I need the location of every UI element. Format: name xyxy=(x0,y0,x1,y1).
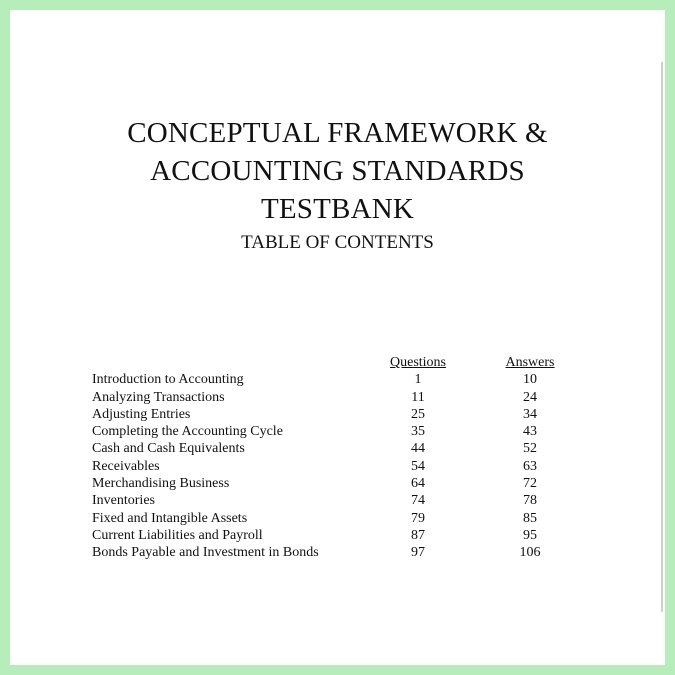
chapter-title: Merchandising Business xyxy=(92,476,230,492)
chapter-title: Fixed and Intangible Assets xyxy=(92,510,248,526)
chapter-title: Receivables xyxy=(92,458,160,474)
table-row xyxy=(92,371,572,388)
answers-page: 10 xyxy=(523,372,537,388)
chapter-title: Bonds Payable and Investment in Bonds xyxy=(92,545,319,561)
table-row xyxy=(92,544,572,561)
table-row xyxy=(92,527,572,544)
questions-page: 35 xyxy=(411,424,425,440)
questions-page: 44 xyxy=(411,441,425,457)
answers-page: 85 xyxy=(523,510,537,526)
chapter-title: Current Liabilities and Payroll xyxy=(92,527,263,543)
questions-page: 1 xyxy=(414,372,422,388)
table-row xyxy=(92,406,572,423)
questions-page: 79 xyxy=(411,510,425,526)
document-page xyxy=(10,10,665,665)
title-block xyxy=(0,114,675,256)
header-chapter xyxy=(92,354,380,371)
questions-page: 87 xyxy=(411,527,425,543)
answers-page: 34 xyxy=(523,406,537,422)
questions-page: 64 xyxy=(411,476,425,492)
chapter-title: Cash and Cash Equivalents xyxy=(92,441,245,457)
table-row xyxy=(92,510,572,527)
table-of-contents xyxy=(92,354,572,562)
title-line-1: CONCEPTUAL FRAMEWORK & xyxy=(127,117,548,149)
chapter-title: Analyzing Transactions xyxy=(92,389,225,405)
subtitle: TABLE OF CONTENTS xyxy=(241,232,434,253)
chapter-title: Completing the Accounting Cycle xyxy=(92,424,283,440)
answers-page: 106 xyxy=(519,545,541,561)
table-row xyxy=(92,423,572,440)
table-row xyxy=(92,389,572,406)
chapter-title: Inventories xyxy=(92,493,155,509)
questions-page: 54 xyxy=(411,458,425,474)
toc-header-row xyxy=(92,354,572,371)
table-row xyxy=(92,440,572,457)
table-row xyxy=(92,492,572,509)
answers-page: 52 xyxy=(523,441,537,457)
answers-page: 95 xyxy=(523,527,537,543)
answers-page: 24 xyxy=(523,389,537,405)
table-row xyxy=(92,458,572,475)
chapter-title: Adjusting Entries xyxy=(92,406,191,422)
answers-page: 63 xyxy=(523,458,537,474)
chapter-title: Introduction to Accounting xyxy=(92,372,244,388)
answers-page: 43 xyxy=(523,424,537,440)
table-row xyxy=(92,475,572,492)
title-line-2: ACCOUNTING STANDARDS xyxy=(150,155,525,187)
questions-page: 74 xyxy=(411,493,425,509)
questions-page: 11 xyxy=(411,389,425,405)
answers-page: 78 xyxy=(523,493,537,509)
questions-page: 97 xyxy=(411,545,425,561)
header-questions: Questions xyxy=(390,355,446,370)
questions-page: 25 xyxy=(411,406,425,422)
title-line-3: TESTBANK xyxy=(260,193,415,225)
header-answers: Answers xyxy=(505,355,555,370)
answers-page: 72 xyxy=(523,476,537,492)
